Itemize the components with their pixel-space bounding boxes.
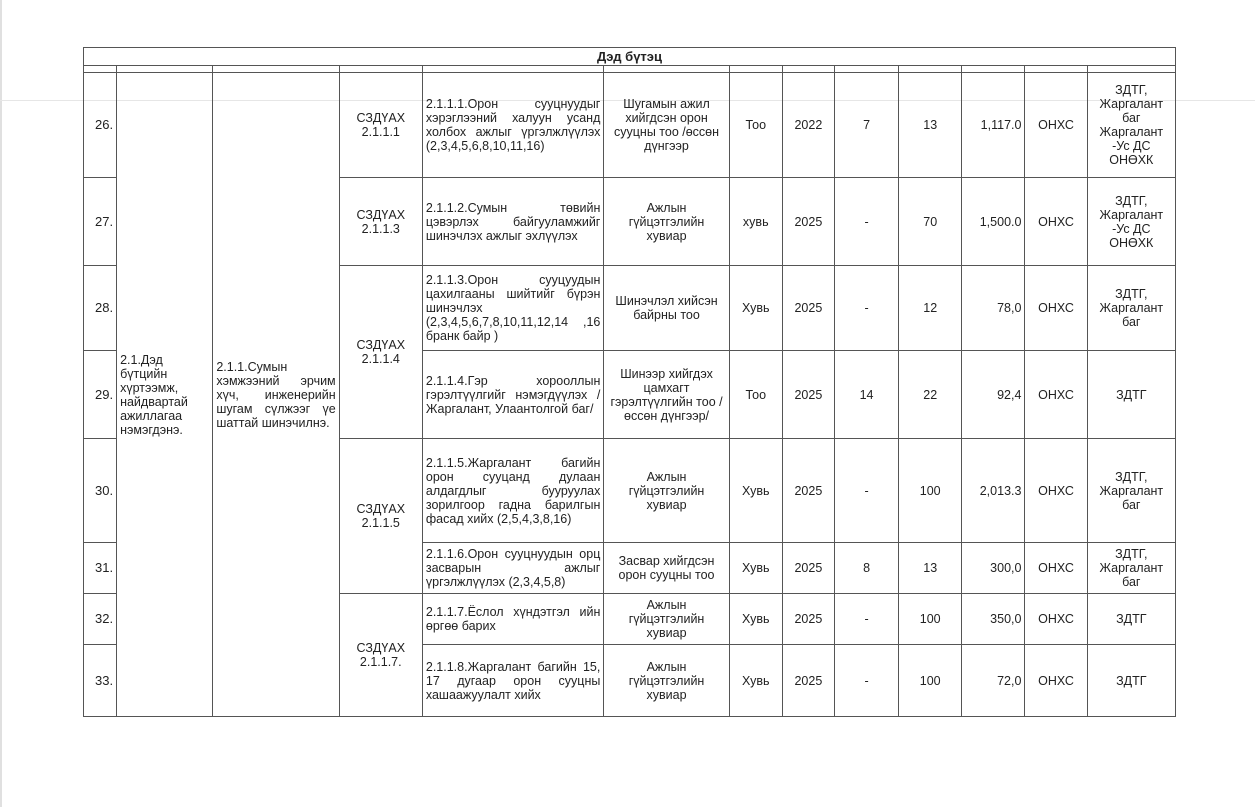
responsible-cell: ЗДТГ <box>1087 645 1175 717</box>
responsible-cell: ЗДТГ, Жаргалант баг <box>1087 266 1175 351</box>
unit-cell: Хувь <box>729 594 782 645</box>
program-code: СЗДҮАХ 2.1.1.7. <box>339 594 422 717</box>
source-cell: ОНХС <box>1025 266 1087 351</box>
target-cell: 13 <box>899 543 962 594</box>
year-cell: 2025 <box>782 439 834 543</box>
year-cell: 2025 <box>782 266 834 351</box>
section-header-row <box>84 48 1176 66</box>
row-number: 32. <box>84 594 117 645</box>
source-cell: ОНХС <box>1025 543 1087 594</box>
row-number: 31. <box>84 543 117 594</box>
target-cell: 12 <box>899 266 962 351</box>
target-cell: 70 <box>899 178 962 266</box>
year-cell: 2025 <box>782 543 834 594</box>
row-number: 29. <box>84 351 117 439</box>
source-cell: ОНХС <box>1025 439 1087 543</box>
program-code: СЗДҮАХ 2.1.1.3 <box>339 178 422 266</box>
budget-cell: 300,0 <box>962 543 1025 594</box>
budget-cell: 92,4 <box>962 351 1025 439</box>
row-number: 30. <box>84 439 117 543</box>
base-cell: 7 <box>834 73 898 178</box>
budget-cell: 1,500.0 <box>962 178 1025 266</box>
unit-cell: Тоо <box>729 351 782 439</box>
unit-cell: Хувь <box>729 266 782 351</box>
year-cell: 2025 <box>782 645 834 717</box>
source-cell: ОНХС <box>1025 73 1087 178</box>
year-cell: 2025 <box>782 178 834 266</box>
budget-cell: 78,0 <box>962 266 1025 351</box>
indicator-cell: Ажлын гүйцэтгэлийн хувиар <box>604 178 729 266</box>
budget-cell: 350,0 <box>962 594 1025 645</box>
base-cell: 14 <box>834 351 898 439</box>
source-cell: ОНХС <box>1025 645 1087 717</box>
program-code: СЗДҮАХ 2.1.1.5 <box>339 439 422 594</box>
target-cell: 22 <box>899 351 962 439</box>
base-cell: 8 <box>834 543 898 594</box>
year-cell: 2025 <box>782 351 834 439</box>
responsible-cell: ЗДТГ, Жаргалант -Ус ДС ОНӨХК <box>1087 178 1175 266</box>
program-code: СЗДҮАХ 2.1.1.1 <box>339 73 422 178</box>
row-number: 27. <box>84 178 117 266</box>
infrastructure-table <box>83 47 1176 717</box>
row-number: 33. <box>84 645 117 717</box>
target-cell: 13 <box>899 73 962 178</box>
indicator-cell: Ажлын гүйцэтгэлийн хувиар <box>604 645 729 717</box>
source-cell: ОНХС <box>1025 178 1087 266</box>
activity-cell: 2.1.1.2.Сумын төвийн цэвэрлэх байгууламжийг шинэчлэх ажлыг эхлүүлэх <box>422 178 603 266</box>
responsible-cell: ЗДТГ, Жаргалант баг Жаргалант -Ус ДС ОНӨХК <box>1087 73 1175 178</box>
table-row <box>84 73 1176 178</box>
activity-cell: 2.1.1.5.Жаргалант багийн орон сууцанд дулаан алдагдлыг бууруулах зорилгоор гадна барилгын фасад хийх (2,5,4,3,8,16) <box>422 439 603 543</box>
unit-cell: Хувь <box>729 543 782 594</box>
indicator-cell: Шугамын ажил хийгдсэн орон сууцны тоо /өссөн дүнгээр <box>604 73 729 178</box>
program-code: СЗДҮАХ 2.1.1.4 <box>339 266 422 439</box>
row-number: 26. <box>84 73 117 178</box>
base-cell: - <box>834 645 898 717</box>
indicator-cell: Ажлын гүйцэтгэлийн хувиар <box>604 594 729 645</box>
row-number: 28. <box>84 266 117 351</box>
unit-cell: Хувь <box>729 645 782 717</box>
indicator-cell: Шинээр хийгдэх цамхагт гэрэлтүүлгийн тоо /өссөн дүнгээр/ <box>604 351 729 439</box>
spacer-row <box>84 66 1176 73</box>
section-title: Дэд бүтэц <box>84 48 1176 66</box>
indicator-cell: Засвар хийгдсэн орон сууцны тоо <box>604 543 729 594</box>
unit-cell: Тоо <box>729 73 782 178</box>
activity-cell: 2.1.1.8.Жаргалант багийн 15, 17 дугаар орон сууцны хашаажуулалт хийх <box>422 645 603 717</box>
target-cell: 100 <box>899 439 962 543</box>
target-cell: 100 <box>899 594 962 645</box>
indicator-cell: Шинэчлэл хийсэн байрны тоо <box>604 266 729 351</box>
goal-cell: 2.1.Дэд бүтцийн хүртээмж, найдвартай ажиллагаа нэмэгдэнэ. <box>117 73 213 717</box>
budget-cell: 1,117.0 <box>962 73 1025 178</box>
indicator-cell: Ажлын гүйцэтгэлийн хувиар <box>604 439 729 543</box>
responsible-cell: ЗДТГ <box>1087 351 1175 439</box>
year-cell: 2025 <box>782 594 834 645</box>
budget-cell: 2,013.3 <box>962 439 1025 543</box>
base-cell: - <box>834 178 898 266</box>
budget-cell: 72,0 <box>962 645 1025 717</box>
activity-cell: 2.1.1.7.Ёслол хүндэтгэл ийн өргөө барих <box>422 594 603 645</box>
activity-cell: 2.1.1.1.Орон сууцнуудыг хэрэглээний халуун усанд холбох ажлыг үргэлжлүүлэх (2,3,4,5,6,8,10,11,16) <box>422 73 603 178</box>
base-cell: - <box>834 594 898 645</box>
responsible-cell: ЗДТГ <box>1087 594 1175 645</box>
activity-cell: 2.1.1.6.Орон сууцнуудын орц засварын ажлыг үргэлжлүүлэх (2,3,4,5,8) <box>422 543 603 594</box>
base-cell: - <box>834 266 898 351</box>
year-cell: 2022 <box>782 73 834 178</box>
activity-cell: 2.1.1.4.Гэр хорооллын гэрэлтүүлгийг нэмэгдүүлэх /Жаргалант, Улаантолгой баг/ <box>422 351 603 439</box>
target-cell: 100 <box>899 645 962 717</box>
activity-cell: 2.1.1.3.Орон сууцуудын цахилгааны шийтийг бүрэн шинэчлэх (2,3,4,5,6,7,8,10,11,12,14 ,16 бранк байр ) <box>422 266 603 351</box>
unit-cell: хувь <box>729 178 782 266</box>
scan-left-edge <box>0 0 2 807</box>
base-cell: - <box>834 439 898 543</box>
source-cell: ОНХС <box>1025 351 1087 439</box>
unit-cell: Хувь <box>729 439 782 543</box>
responsible-cell: ЗДТГ, Жаргалант баг <box>1087 439 1175 543</box>
source-cell: ОНХС <box>1025 594 1087 645</box>
responsible-cell: ЗДТГ, Жаргалант баг <box>1087 543 1175 594</box>
objective-cell: 2.1.1.Сумын хэмжээний эрчим хүч, инженерийн шугам сүлжээг үе шаттай шинэчилнэ. <box>213 73 339 717</box>
